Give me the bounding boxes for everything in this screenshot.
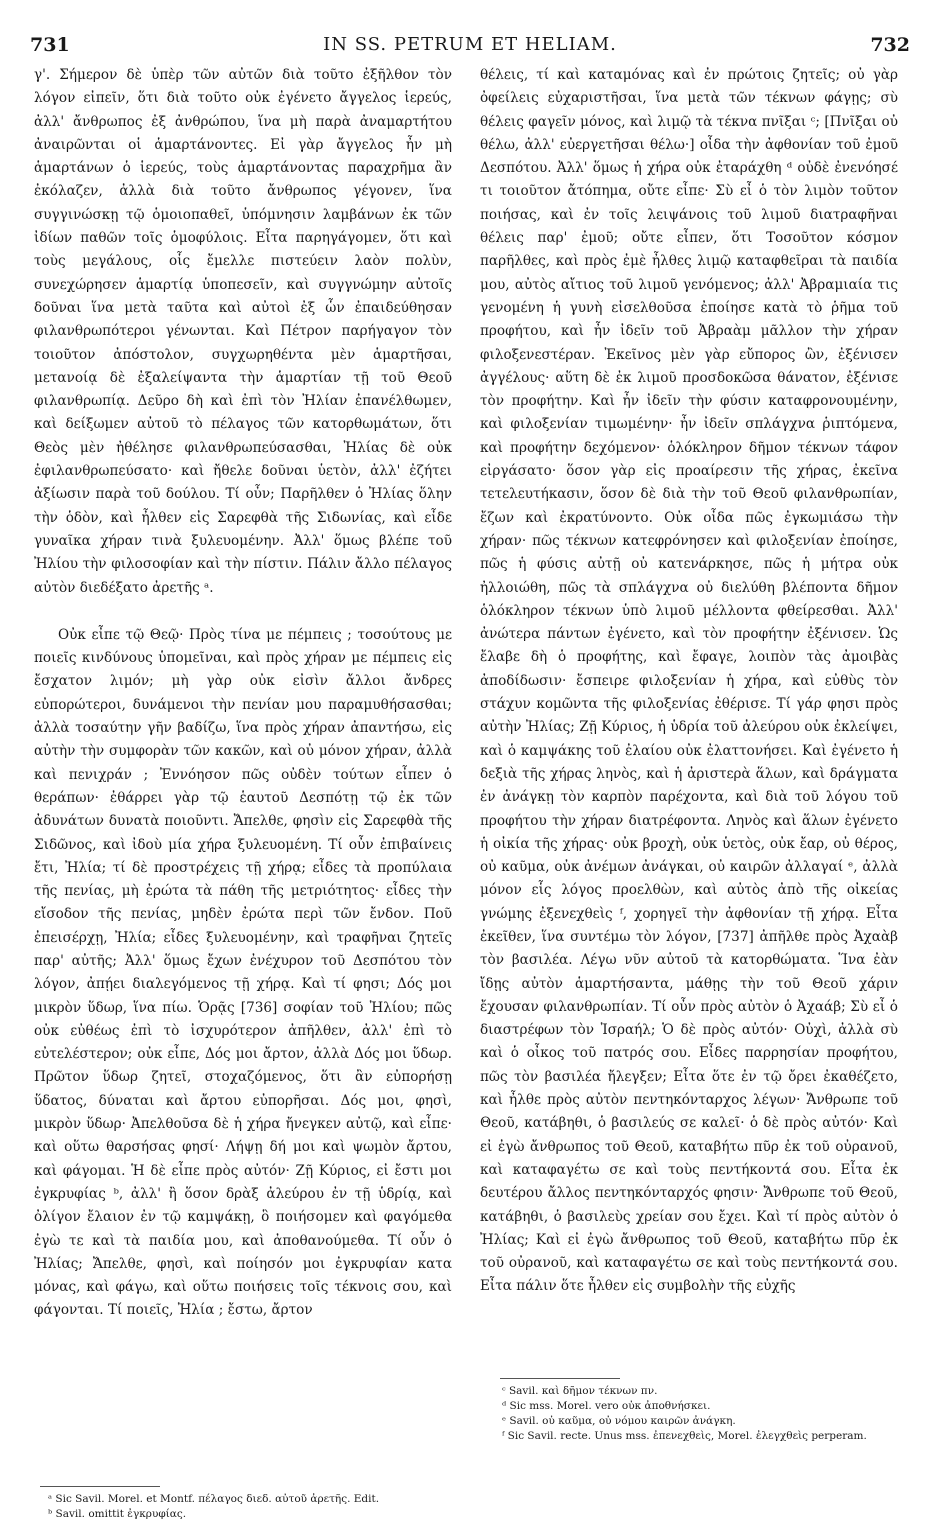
page-number-right: 732 xyxy=(870,34,910,56)
page-header xyxy=(30,34,910,64)
page-number-left: 731 xyxy=(30,34,70,56)
footnote: ᵇ Savil. omittit ἐγκρυφίας. xyxy=(48,1508,187,1520)
right-column xyxy=(480,64,898,1299)
footnote: ᶠ Sic Savil. recte. Unus mss. ἐπενεχθεὶς, Morel. ἐλεγχθεὶς perperam. xyxy=(502,1430,867,1442)
footnote: ᵉ Savil. οὐ καῦμα, οὐ νόμου καιρῶν ἀνάγκη. xyxy=(502,1415,736,1427)
running-title: IN SS. PETRUM ET HELIAM. xyxy=(323,34,617,55)
left-column xyxy=(34,64,452,1323)
footnote-rule xyxy=(500,1378,620,1379)
footnote: ᶜ Savil. καὶ δῆμον τέκνων πν. xyxy=(502,1385,658,1397)
footnote: ᵃ Sic Savil. Morel. et Montf. πέλαγος διεδ. αὐτοῦ ἀρετῆς. Edit. xyxy=(48,1493,380,1505)
paragraph: θέλεις, τί καὶ καταμόνας καὶ ἐν πρώτοις ζητεῖς; οὐ γὰρ ὀφείλεις εὐχαριστῆσαι, ἵνα μετὰ τῶν τέκνων φάγῃς; σὺ θέλεις φαγεῖν μόνος, καὶ λιμῷ τὰ τέκνα πνῖξαι ᶜ; [Πνῖξαι οὐ θέλω, ἀλλ' εὐεργετῆσαι θέλω·] οἶδα τὴν ἀφθονίαν τοῦ ἐμοῦ Δεσπότου. Ἀλλ' ὅμως ἡ χήρα οὐκ ἐταράχθη ᵈ οὐδὲ ἐνενόησέ τι τοιοῦτον ἄτόπημα, οὔτε εἶπε· Σὺ εἶ ὁ τὸν λιμὸν τοῦτον ποιήσας, καὶ ἐν τοῖς λειψάνοις τοῦ λιμοῦ διατραφῆναι θέλεις παρ' ἐμοῦ; οὔτε εἶπεν, ὅτι Τοσοῦτον κόσμον παρῆλθες, καὶ πρὸς ἐμὲ ἦλθες λιμῷ καταφθεῖραι τὰ παιδία μου, αὐτὸς αἴτιος τοῦ λιμοῦ γενόμενος; ἀλλ' Ἀβραμιαία τις γενομένη ἡ γυνὴ εἰσελθοῦσα ἐποίησε κατὰ τὸ ῥῆμα τοῦ προφήτου, καὶ ἦν ἰδεῖν τοῦ Ἀβραὰμ μᾶλλον τὴν χήραν φιλοξενεστέραν. Ἐκεῖνος μὲν γὰρ εὔπορος ὢν, ἐξένισεν ἀγγέλους· αὕτη δὲ ἐκ λιμοῦ προσδοκῶσα θάνατον, ἐξένισε τὸν προφήτην. Καὶ ἦν ἰδεῖν τὴν φύσιν καταφρονουμένην, καὶ φιλοξενίαν τιμωμένην· ἦν ἰδεῖν σπλάγχνα ῥιπτόμενα, καὶ προφήτην δεχόμενον· ὁλόκληρον δῆμον τέκνων τάφον εἰργάσατο· ὅσον γὰρ εἰς προαίρεσιν τῆς χήρας, ἐκεῖνα τετελευτήκασιν, ὅσον δὲ διὰ τὴν τοῦ Θεοῦ φιλανθρωπίαν, ἔζων καὶ ἐκρατύνοντο. Οὐκ οἶδα πῶς ἐγκωμιάσω τὴν χήραν· πῶς τέκνων κατεφρόνησεν καὶ φιλοξενίαν ἐποίησε, πῶς ἡ φύσις αὐτῇ οὐ κατενάρκησε, πῶς ἡ μήτρα οὐκ ἠλλοιώθη, πῶς τὰ σπλάγχνα οὐ διελύθη βλέποντα δῆμον ὁλόκληρον τέκνων ὑπὸ λιμοῦ μέλλοντα φθείρεσθαι. Ἀλλ' ἀνώτερα πάντων ἐγένετο, καὶ τὸν προφήτην ἐξένισεν. Ὡς ἔλαβε δὴ ὁ προφήτης, καὶ ἔφαγε, λοιπὸν τὰς ἀμοιβὰς ἀποδίδωσιν· ἔσπειρε φιλοξενίαν ἡ χήρα, καὶ εὐθὺς τὸν στάχυν κομῶντα τῆς φιλοξενίας ἐθέρισε. Τί γάρ φησι πρὸς αὐτὴν Ἠλίας; Ζῇ Κύριος, ἡ ὑδρία τοῦ ἀλεύρου οὐκ ἐκλείψει, καὶ ὁ καμψάκης τοῦ ἐλαίου οὐκ ἐλαττονήσει. Καὶ ἐγένετο ἡ δεξιὰ τῆς χήρας ληνὸς, καὶ ἡ ἀριστερὰ ἅλων, καὶ δράγματα ἐν ἀνάγκῃ τὸν καρπὸν παρέχοντα, καὶ διὰ τοῦ λόγου τοῦ προφήτου τὴν χήραν διατρέφοντα. Ληνὸς καὶ ἅλων ἐγένετο ἡ οἰκία τῆς χήρας· οὐκ βροχὴ, οὐκ ὑετὸς, οὐκ ἔαρ, οὐ θέρος, οὐ καῦμα, οὐκ ἀνέμων ἀνάγκαι, οὐ καιρῶν ἀλλαγαί ᵉ, ἀλλὰ μόνον εἷς λόγος προελθὼν, καὶ αὐτὸς ἀπὸ τῆς οἰκείας γνώμης ἐξενεχθεὶς ᶠ, χορηγεῖ τὴν ἀφθονίαν τῇ χήρᾳ. Εἶτα ἐκεῖθεν, ἵνα συντέμω τὸν λόγον, [737] ἀπῆλθε πρὸς Ἀχαὰβ τὸν βασιλέα. Λέγω νῦν αὐτοῦ τὰ κατορθώματα. Ἵνα ἐὰν ἴδῃς αὐτὸν ἁμαρτήσαντα, μάθῃς τὴν τοῦ Θεοῦ χάριν ἔχουσαν φιλανθρωπίαν. Τί οὖν πρὸς αὐτὸν ὁ Ἀχαάβ; Σὺ εἶ ὁ διαστρέφων τὸν Ἰσραήλ; Ὁ δὲ πρὸς αὐτόν· Οὐχὶ, ἀλλὰ σὺ καὶ ὁ οἶκος τοῦ πατρός σου. Εἶδες παρρησίαν προφήτου, πῶς τὸν βασιλέα ἤλεγξεν; Εἶτα ὅτε ἐν τῷ ὄρει ἐκαθέζετο, καὶ ἦλθε πρὸς αὐτὸν πεντηκόνταρχος λέγων· Ἄνθρωπε τοῦ Θεοῦ, κατάβηθι, ὁ βασιλεύς σε καλεῖ· ὁ δὲ πρὸς αὐτόν· Καὶ εἰ ἐγὼ ἄνθρωπος τοῦ Θεοῦ, καταβήτω πῦρ ἐκ τοῦ οὐρανοῦ, καὶ καταφαγέτω σε καὶ τοὺς πεντήκοντά σου. Εἶτα ἐκ δευτέρου ἄλλος πεντηκόνταρχός φησιν· Ἄνθρωπε τοῦ Θεοῦ, κατάβηθι, ὁ βασιλεὺς χρείαν σου ἔχει. Καὶ τί πρὸς αὐτὸν ὁ Ἠλίας; Καὶ εἰ ἐγὼ ἄνθρωπος τοῦ Θεοῦ, καταβήτω πῦρ ἐκ τοῦ οὐρανοῦ, καὶ καταφαγέτω σε καὶ τοὺς πεντήκοντά σου. Εἶτα πάλιν ὅτε ἦλθεν εἰς συμβολὴν τῆς εὐχῆς xyxy=(480,67,898,1295)
paragraph: γ'. Σήμερον δὲ ὑπὲρ τῶν αὐτῶν διὰ τοῦτο ἐξῆλθον τὸν λόγον εἰπεῖν, ὅτι διὰ τοῦτο οὐκ ἐγένετο ἄγγελος ἱερεύς, ἀλλ' ἄνθρωπος ἐξ ἀνθρώπου, ἵνα μὴ παρὰ ἀναμαρτήτου ἀναιρῶνται οἱ ἁμαρτάνοντες. Εἰ γὰρ ἄγγελος ἦν μὴ ἁμαρτάνων ὁ ἱερεύς, τοὺς ἁμαρτάνοντας παραχρῆμα ἂν ἐκόλαζεν, ἀλλὰ διὰ τοῦτο ἄνθρωπος γέγονεν, ἵνα συγγινώσκῃ τῷ ὁμοιοπαθεῖ, ὑπόμνησιν λαμβάνων ἐκ τῶν ἰδίων παθῶν τοῖς ὁμοφύλοις. Εἶτα παρηγάγομεν, ὅτι καὶ τοὺς μεγάλους, οἷς ἔμελλε πιστεύειν λαὸν πολὺν, συνεχώρησεν ἁμαρτίᾳ ὑποπεσεῖν, καὶ συγγνώμην αὐτοῖς δοῦναι ἵνα μετὰ ταῦτα καὶ αὐτοὶ ἐξ ὧν ἐπαιδεύθησαν φιλανθρωπότεροι γένωνται. Καὶ Πέτρον παρήγαγον τὸν τοιοῦτον ἀπόστολον, συγχωρηθέντα μὲν ἁμαρτῆσαι, μετανοίᾳ δὲ ἐξαλείψαντα τὴν ἁμαρτίαν τῇ τοῦ Θεοῦ φιλανθρωπίᾳ. Δεῦρο δὴ καὶ ἐπὶ τὸν Ἠλίαν ἐπανέλθωμεν, καὶ δείξωμεν αὐτοῦ τὸ πέλαγος τῶν κατορθωμάτων, ὅτι Θεὸς μὲν ἠθέλησε φιλανθρωπεύσασθαι, Ἠλίας δὲ οὐκ ἐφιλανθρωπεύσατο· καὶ ἤθελε δοῦναι ὑετὸν, ἀλλ' ἐζήτει ἀξίωσιν παρὰ τοῦ δούλου. Τί οὖν; Παρῆλθεν ὁ Ἠλίας ὅλην τὴν ὁδὸν, καὶ ἦλθεν εἰς Σαρεφθὰ τῆς Σιδωνίας, καὶ εἶδε γυναῖκα χήραν τινὰ ξυλευομένην. Ἀλλ' ὅμως βλέπε τοῦ Ἠλίου τὴν φιλοσοφίαν καὶ τὴν πίστιν. Πάλιν ἄλλο πέλαγος αὐτὸν διεδέξατο ἀρετῆς ᵃ. xyxy=(34,67,452,596)
footnotes-right xyxy=(502,1384,910,1444)
paragraph: Οὐκ εἶπε τῷ Θεῷ· Πρὸς τίνα με πέμπεις ; τοσούτους με ποιεῖς κινδύνους ὑπομεῖναι, καὶ πρὸς χήραν με πέμπεις εἰς ἔσχατον λιμόν; μὴ γὰρ οὐκ εἰσὶν ἄλλοι ἄνδρες εὐπορώτεροι, δυνάμενοι τὴν πενίαν μου παραμυθήσασθαι; ἀλλὰ τοσαύτην γῆν βαδίζω, ἵνα πρὸς χήραν ἀπαντήσω, εἰς αὐτὴν τὴν συμφορὰν τῶν κακῶν, καὶ οὐ μόνον χήραν, ἀλλὰ καὶ πενιχράν ; Ἐννόησον πῶς οὐδὲν τούτων εἶπεν ὁ θεράπων· ἐθάρρει γὰρ τῷ ἑαυτοῦ Δεσπότῃ τῷ ἐκ τῶν ἀδυνάτων δυνατὰ ποιοῦντι. Ἄπελθε, φησὶν εἰς Σαρεφθὰ τῆς Σιδῶνος, καὶ ἰδοὺ μία χήρα ξυλευομένη. Τί οὖν ἐπιβαίνεις ἔτι, Ἠλία; τί δὲ προστρέχεις τῇ χήρᾳ; εἶδες τὰ προπύλαια τῆς πενίας, μὴ ἐρώτα τὰ πάθη τῆς μετριότητος· εἶδες τὴν εἴσοδον τῆς πενίας, μηδὲν ἐρώτα περὶ τῶν ἔνδον. Ποῦ ἐπεισέρχῃ, Ἠλία; εἶδες ξυλευομένην, καὶ τραφῆναι ζητεῖς παρ' αὐτῆς; Ἀλλ' ὅμως ἔχων ἐνέχυρον τοῦ Δεσπότου τὸν λόγον, ἀπῄει διαλεγόμενος τῇ χήρᾳ. Καὶ τί φησι; Δός μοι μικρὸν ὕδωρ, ἵνα πίω. Ὁρᾷς [736] σοφίαν τοῦ Ἠλίου; πῶς οὐκ εὐθέως ἐπὶ τὸ ἰσχυρότερον ἀπῆλθεν, ἀλλ' ἐπὶ τὸ εὐτελέστερον; οὐκ εἶπε, Δός μοι ἄρτον, ἀλλὰ Δός μοι ὕδωρ. Πρῶτον ὕδωρ ζητεῖ, στοχαζόμενος, ὅτι ἂν εὐπορήσῃ ὕδατος, δύναται καὶ ἄρτου εὐπορῆσαι. Δός μοι, φησὶ, μικρὸν ὕδωρ· Ἀπελθοῦσα δὲ ἡ χήρα ἤνεγκεν αὐτῷ, καὶ εἶπε· καὶ οὕτω θαρσήσας φησί· Λήψῃ δή μοι καὶ ψωμὸν ἄρτου, καὶ φάγομαι. Ἡ δὲ εἶπε πρὸς αὐτόν· Ζῇ Κύριος, εἰ ἔστι μοι ἐγκρυφίας ᵇ, ἀλλ' ἢ ὅσον δρὰξ ἀλεύρου ἐν τῇ ὑδρίᾳ, καὶ ὀλίγον ἔλαιον ἐν τῷ καμψάκῃ, ὃ ποιήσομεν καὶ φαγόμεθα ἐγὼ τε καὶ τὰ παιδία μου, καὶ ἀποθανούμεθα. Τί οὖν ὁ Ἠλίας; Ἄπελθε, φησὶ, καὶ ποίησόν μοι ἐγκρυφίαν κατα μόνας, καὶ φάγω, καὶ οὕτω ποιήσεις τοῖς τέκνοις σου, καὶ φάγονται. Τί ποιεῖς, Ἠλία ; ἔστω, ἄρτον xyxy=(34,626,452,1319)
footnote: ᵈ Sic mss. Morel. vero οὐκ ἀποθνήσκει. xyxy=(502,1400,711,1412)
footnotes-left xyxy=(48,1492,448,1522)
footnote-rule xyxy=(40,1486,160,1487)
